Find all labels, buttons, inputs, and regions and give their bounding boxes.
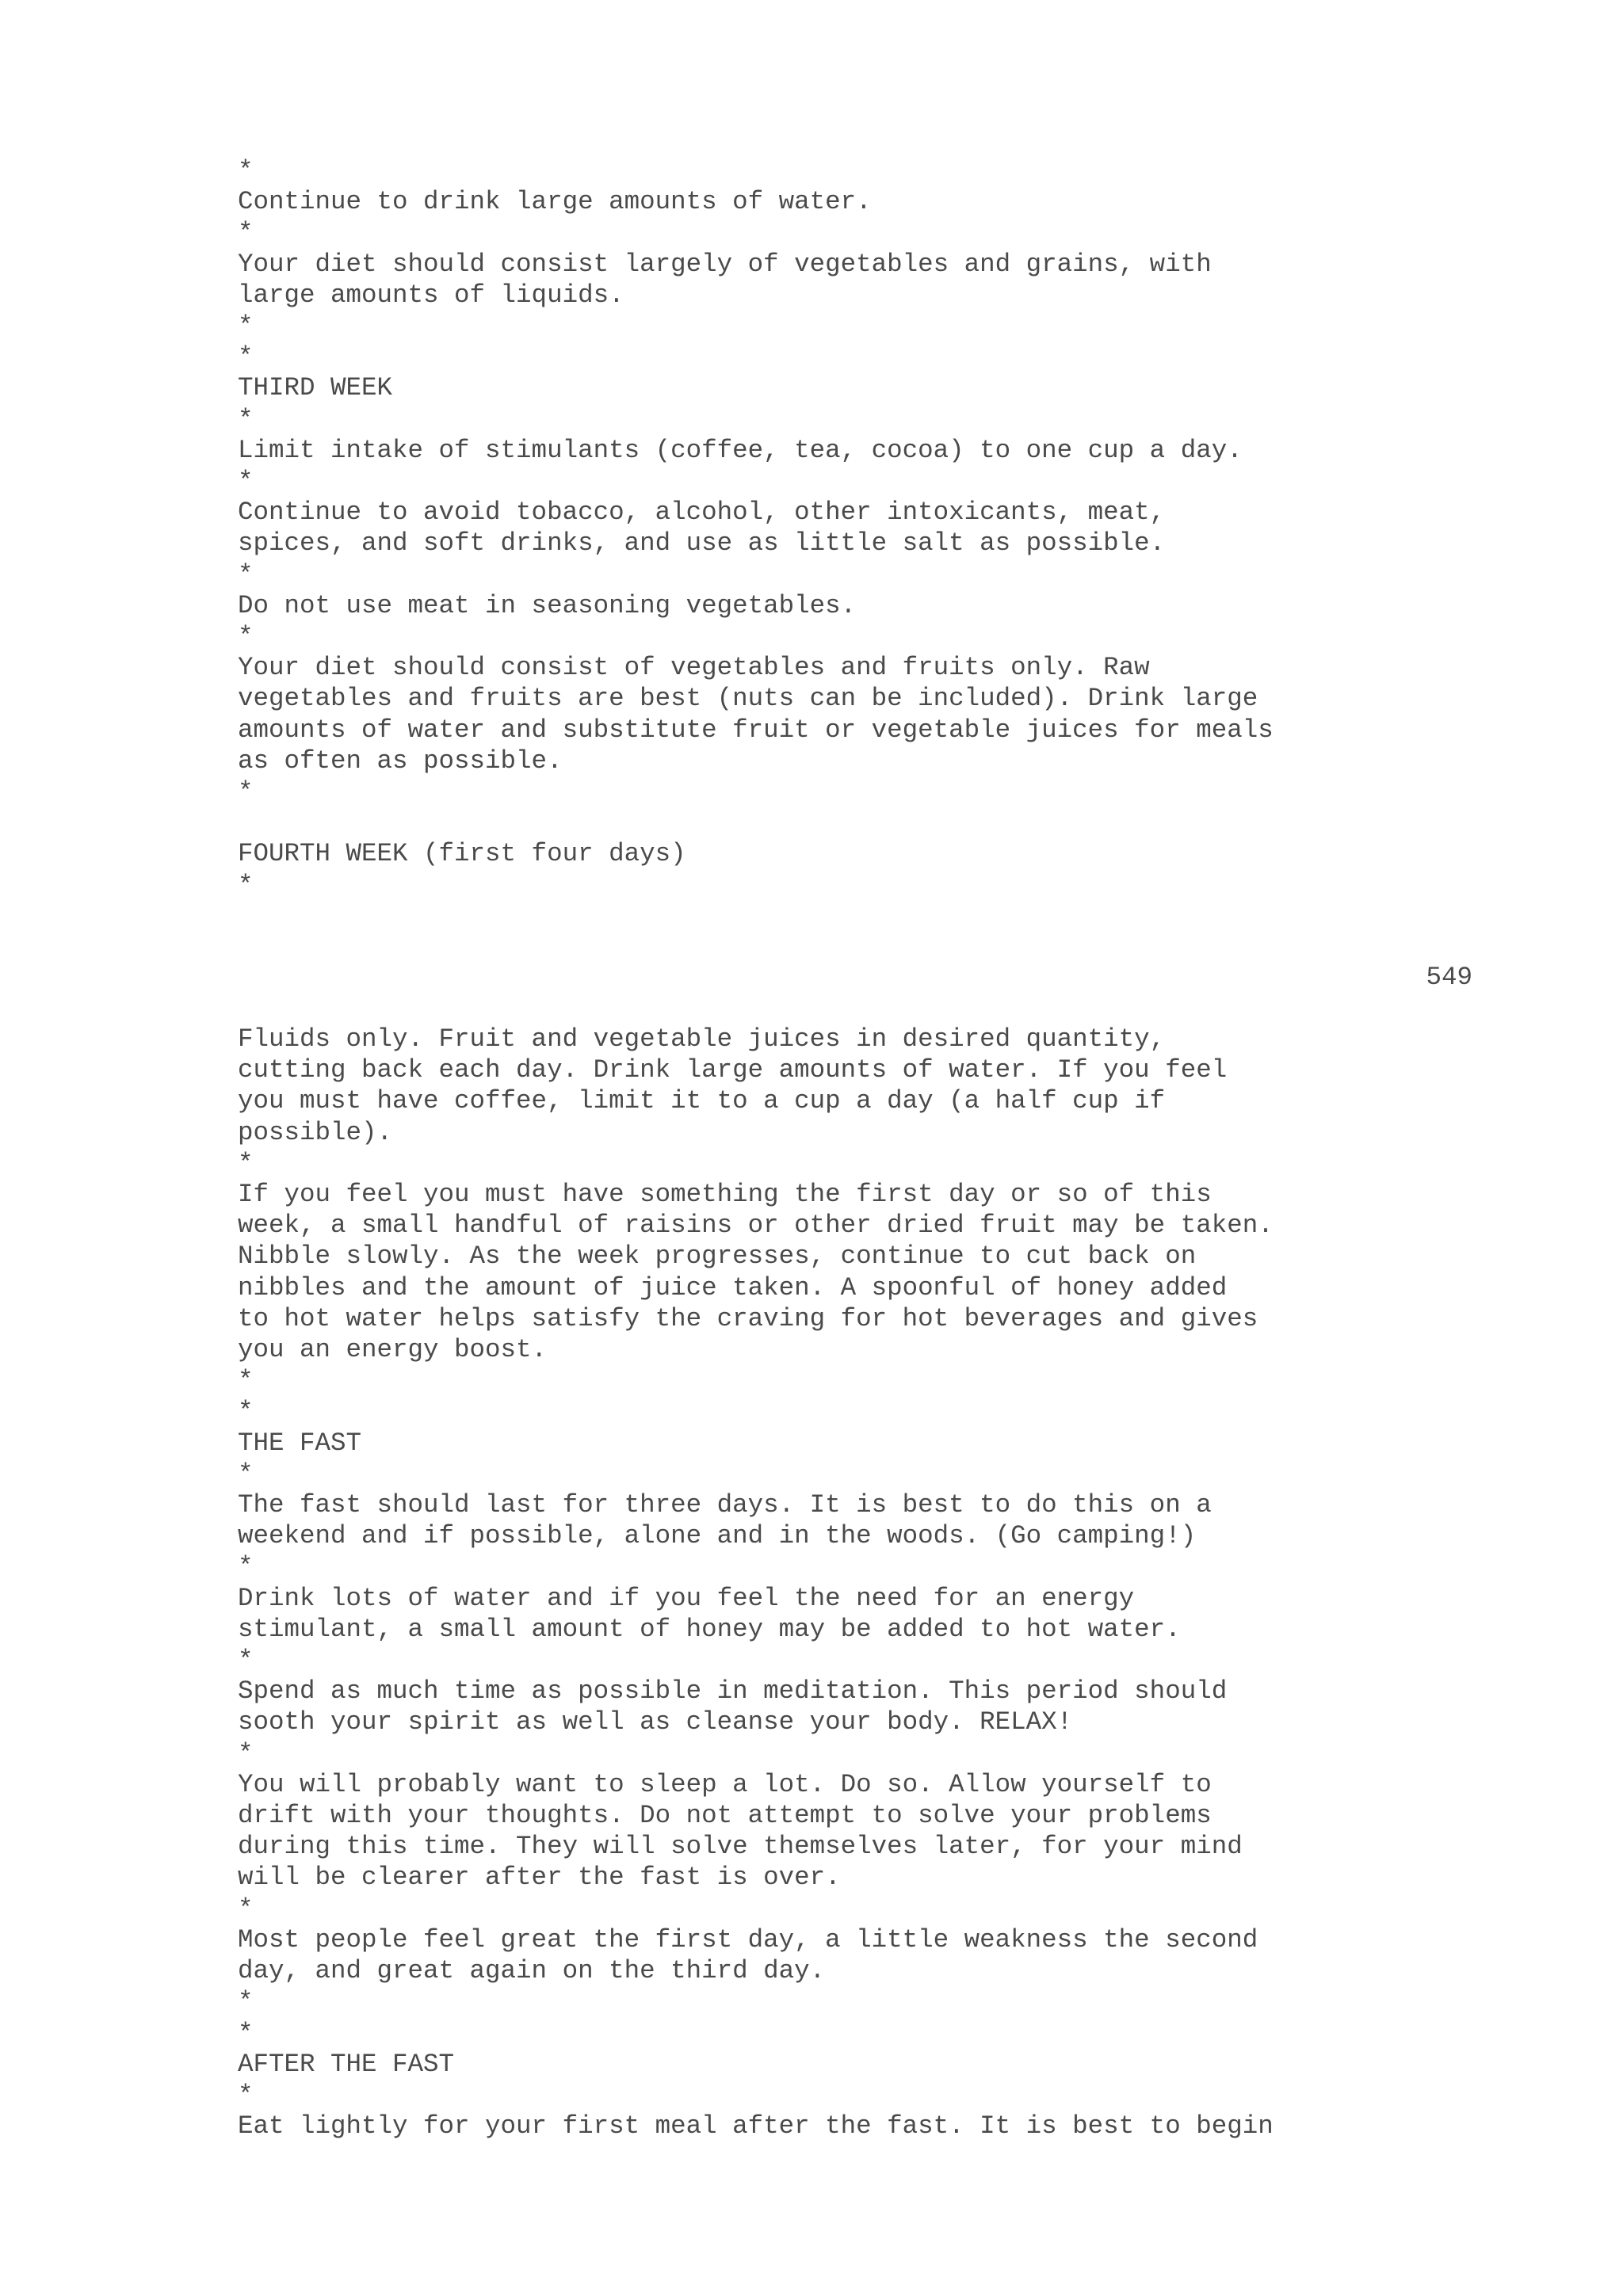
page-number: 549 (1426, 963, 1472, 992)
page-text-bottom: Fluids only. Fruit and vegetable juices in desired quantity, cutting back each day. Drink large amounts of water. If you feel you must have coffee, limit it to a cup a day (a half cup if possible). * If you feel you must have something the first day or so of this week, a small handful of raisins or other dried fruit may be taken. Nibble slowly. As the week progresses, continue to cut back on nibbles and the amount of juice taken. A spoonful of honey added to hot water helps satisfy the craving for hot beverages and gives you an energy boost. * * THE FAST * The fast should last for three days. It is best to do this on a weekend and if possible, alone and in the woods. (Go camping!) * Drink lots of water and if you feel the need for an energy stimulant, a small amount of honey may be added to hot water. * Spend as much time as possible in meditation. This period should sooth your spirit as well as cleanse your body. RELAX! * You will probably want to sleep a lot. Do so. Allow yourself to drift with your thoughts. Do not attempt to solve your problems during this time. They will solve themselves later, for your mind will be clearer after the fast is over. * Most people feel great the first day, a little weakness the second day, and great again on the third day. * * AFTER THE FAST * Eat lightly for your first meal after the fast. It is best to begin (238, 1024, 1274, 2142)
page-text-top: * Continue to drink large amounts of water. * Your diet should consist largely of vegetables and grains, with large amounts of liquids. * * THIRD WEEK * Limit intake of stimulants (coffee, tea, cocoa) to one cup a day. * Continue to avoid tobacco, alcohol, other intoxicants, meat, spices, and soft drinks, and use as little salt as possible. * Do not use meat in seasoning vegetables. * Your diet should consist of vegetables and fruits only. Raw vegetables and fruits are best (nuts can be included). Drink large amounts of water and substitute fruit or vegetable juices for meals as often as possible. * FOURTH WEEK (first four days) * (238, 156, 1274, 900)
